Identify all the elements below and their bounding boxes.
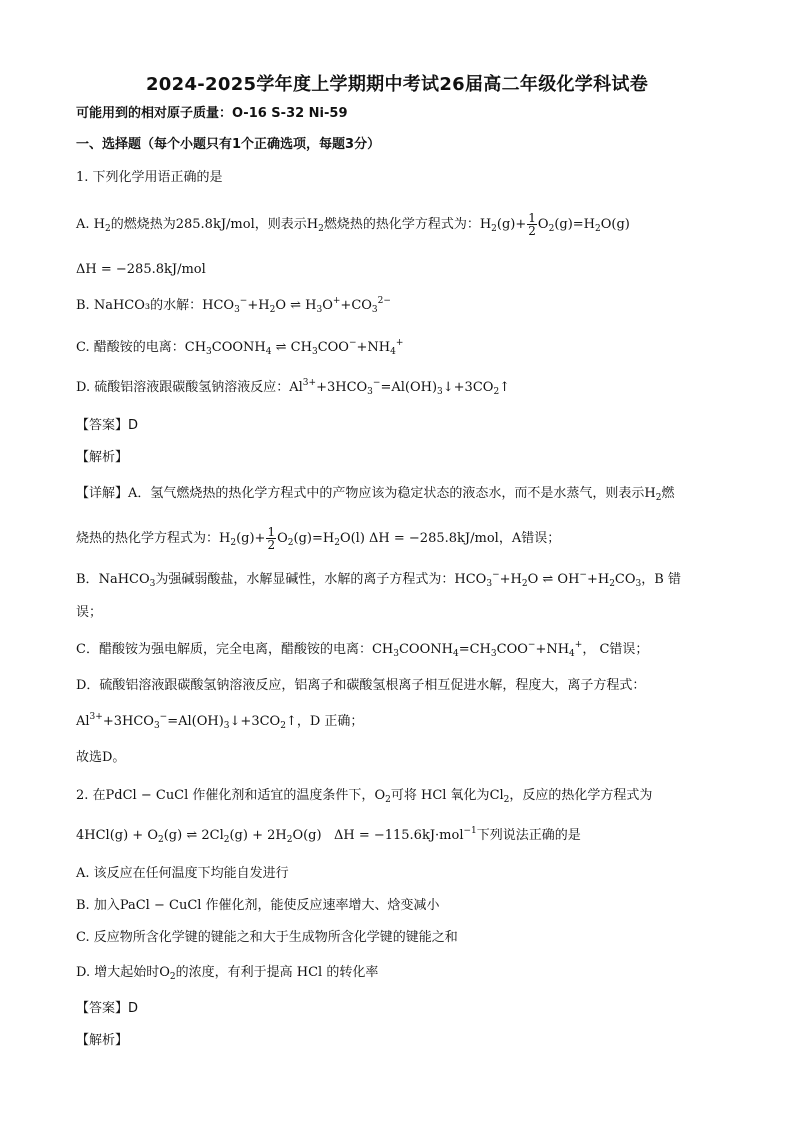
q2-analysis-label: 【解析】 <box>76 1033 129 1048</box>
atomic-masses: 可能用到的相对原子质量：O-16 S-32 Ni-59 <box>76 106 348 121</box>
q1-option-c: C. 醋酸铵的电离：$CH_3COONH_4$ ⇌ $CH_3COO^-+NH_4^+$ <box>76 338 404 357</box>
section-heading: 一、选择题（每个小题只有1个正确选项，每题3分） <box>76 137 381 152</box>
page-title: 2024-2025学年度上学期期中考试26届高二年级化学科试卷 <box>145 74 648 95</box>
q1-option-a: A. $H_2$的燃烧热为285.8kJ/mol，则表示$H_2$燃烧热的热化学方程式为：$H_2(g)+$ $\frac{1}{2}$ $O_2(g)=H_2O(g)$ <box>76 211 630 238</box>
q1-conclusion: 故选D。 <box>76 750 126 765</box>
q1-option-a-dh: ΔH = −285.8kJ/mol <box>76 262 206 277</box>
q2-option-d: D. 增大起始时$O_2$的浓度，有利于提高 HCl 的转化率 <box>76 965 379 982</box>
q1-detail-d-line1: D．硫酸铝溶液跟碳酸氢钠溶液反应，铝离子和碳酸氢根离子相互促进水解，程度大，离子方程式： <box>76 678 646 693</box>
q1-stem: 1. 下列化学用语正确的是 <box>76 170 223 185</box>
q2-stem: 2. 在PdCl − CuCl 作催化剂和适宜的温度条件下，$O_2$可将 HCl 氧化为$Cl_2$，反应的热化学方程式为 <box>76 788 653 805</box>
q1-analysis-label: 【解析】 <box>76 450 129 465</box>
q1-answer: 【答案】D <box>76 418 139 433</box>
q1-detail-a-line1: 【详解】A．氢气燃烧热的热化学方程式中的产物应该为稳定状态的液态水，而不是水蒸气，则表示$H_2$燃 <box>76 486 675 503</box>
q1-option-d: D. 硫酸铝溶液跟碳酸氢钠溶液反应：$Al^{3+}+3HCO_3^-=Al(OH)_3↓+3CO_2↑$ <box>76 378 511 397</box>
q1-option-b: B. NaHCO₃的水解：$HCO_3^-+H_2O$ ⇌ $H_3O^++CO_3^{2-}$ <box>76 296 391 315</box>
q2-option-c: C. 反应物所含化学键的键能之和大于生成物所含化学键的键能之和 <box>76 930 458 945</box>
q2-option-a: A. 该反应在任何温度下均能自发进行 <box>76 866 289 881</box>
q2-answer: 【答案】D <box>76 1001 139 1016</box>
q1-detail-b-line1: B．NaHCO$_3$为强碱弱酸盐，水解显碱性，水解的离子方程式为：$HCO_3^-+H_2O$ ⇌ $OH^-+H_2CO_3$，B 错 <box>76 570 681 589</box>
q1-detail-a-line2: 烧热的热化学方程式为：$H_2(g)+$ $\frac{1}{2}$ $O_2(g)=H_2O(l) \Delta H = -285.8kJ/mol$，A错误； <box>76 525 561 552</box>
q1-detail-c: C．醋酸铵为强电解质，完全电离，醋酸铵的电离：$CH_3COONH_4=CH_3COO^-+NH_4^+$， C错误； <box>76 640 649 659</box>
q1-detail-d-line2: $Al^{3+}+3HCO_3^-=Al(OH)_3↓+3CO_2↑$，D 正确； <box>76 712 364 731</box>
q1-detail-b-line2: 误； <box>76 605 103 620</box>
q2-equation: $4HCl(g) + O_2(g)$ ⇌ $2Cl_2(g) + 2H_2O(g) \Delta H = -115.6kJ\cdot mol^{-1}$下列说法正确的是 <box>76 826 581 845</box>
q2-option-b: B. 加入PaCl − CuCl 作催化剂，能使反应速率增大、焓变减小 <box>76 898 440 913</box>
